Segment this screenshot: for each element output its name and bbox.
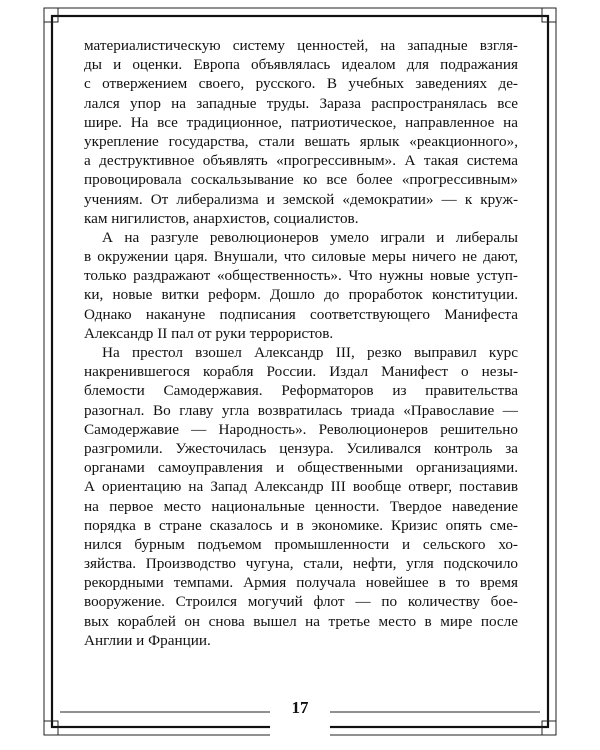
- text-line: только раздражают «общественность». Что нужны новые уступ-: [84, 267, 518, 285]
- text-line: учениям. От либерализма и земской «демократии» — к круж-: [84, 190, 518, 208]
- text-line: Однако накануне подписания соответствующего Манифеста: [84, 305, 518, 323]
- text-line: Александр II пал от руки террористов.: [84, 324, 334, 342]
- text-line: Самодержавие — Народность». Революционеров решительно: [84, 420, 518, 438]
- text-line: Англии и Франции.: [84, 631, 211, 649]
- paragraph: [84, 228, 518, 343]
- text-line: На престол взошел Александр III, резко выправил курс: [102, 344, 518, 361]
- text-line: органами самоуправления и общественными организациями.: [84, 459, 518, 477]
- text-line: порядка в стране сказалось и в экономике. Кризис опять сме-: [84, 516, 518, 534]
- text-line: разгромили. Ужесточилась цензура. Усиливался контроль за: [84, 439, 518, 457]
- body-text: [84, 36, 518, 650]
- text-line: ки, новые витки реформ. Дошло до проработок конституции.: [84, 286, 518, 304]
- text-line: на первое место национальные ценности. Твердое наведение: [84, 497, 518, 515]
- page-number: 17: [291, 698, 309, 717]
- text-line: разогнал. Во главу угла возвратилась триада «Православие —: [84, 401, 518, 419]
- text-line: А ориентацию на Запад Александр III вообще отверг, поставив: [84, 478, 518, 496]
- text-line: рекордными темпами. Армия получала новейшее в то время: [84, 574, 518, 592]
- text-line: нился бурным подъемом промышленности и сельского хо-: [84, 535, 518, 553]
- text-line: блемости Самодержавия. Реформаторов из правительства: [84, 382, 518, 400]
- text-line: материалистическую систему ценностей, на западные взгля-: [84, 37, 518, 54]
- paragraph: [84, 36, 518, 228]
- text-line: шире. На все традиционное, патриотическое, направленное на: [84, 113, 518, 131]
- text-line: накренившегося корабля России. Издал Манифест о незы-: [84, 363, 518, 381]
- text-line: зяйства. Производство чугуна, стали, нефти, угля подскочило: [84, 555, 518, 573]
- text-line: в окружении царя. Внушали, что силовые меры ничего не дают,: [84, 248, 518, 266]
- text-line: ды и оценки. Европа объявлялась идеалом для подражания: [84, 56, 518, 74]
- text-line: вых кораблей он снова вышел на третье место в мире после: [84, 612, 518, 630]
- text-line: провоцировала соскальзывание ко все более «прогрессивным»: [84, 171, 518, 189]
- text-line: с отвержением своего, русского. В учебных заведениях де-: [84, 75, 518, 93]
- paragraph: [84, 343, 518, 650]
- text-line: лался упор на западные труды. Зараза распространялась все: [84, 94, 518, 112]
- text-line: а деструктивное объявлять «прогрессивным». А такая система: [84, 152, 518, 170]
- text-line: кам нигилистов, анархистов, социалистов.: [84, 209, 359, 227]
- text-line: вооружение. Строился могучий флот — по количеству бое-: [84, 593, 518, 611]
- text-line: укрепление государства, стали вешать ярлык «реакционного»,: [84, 132, 518, 150]
- text-line: А на разгуле революционеров умело играли и либералы: [102, 228, 518, 246]
